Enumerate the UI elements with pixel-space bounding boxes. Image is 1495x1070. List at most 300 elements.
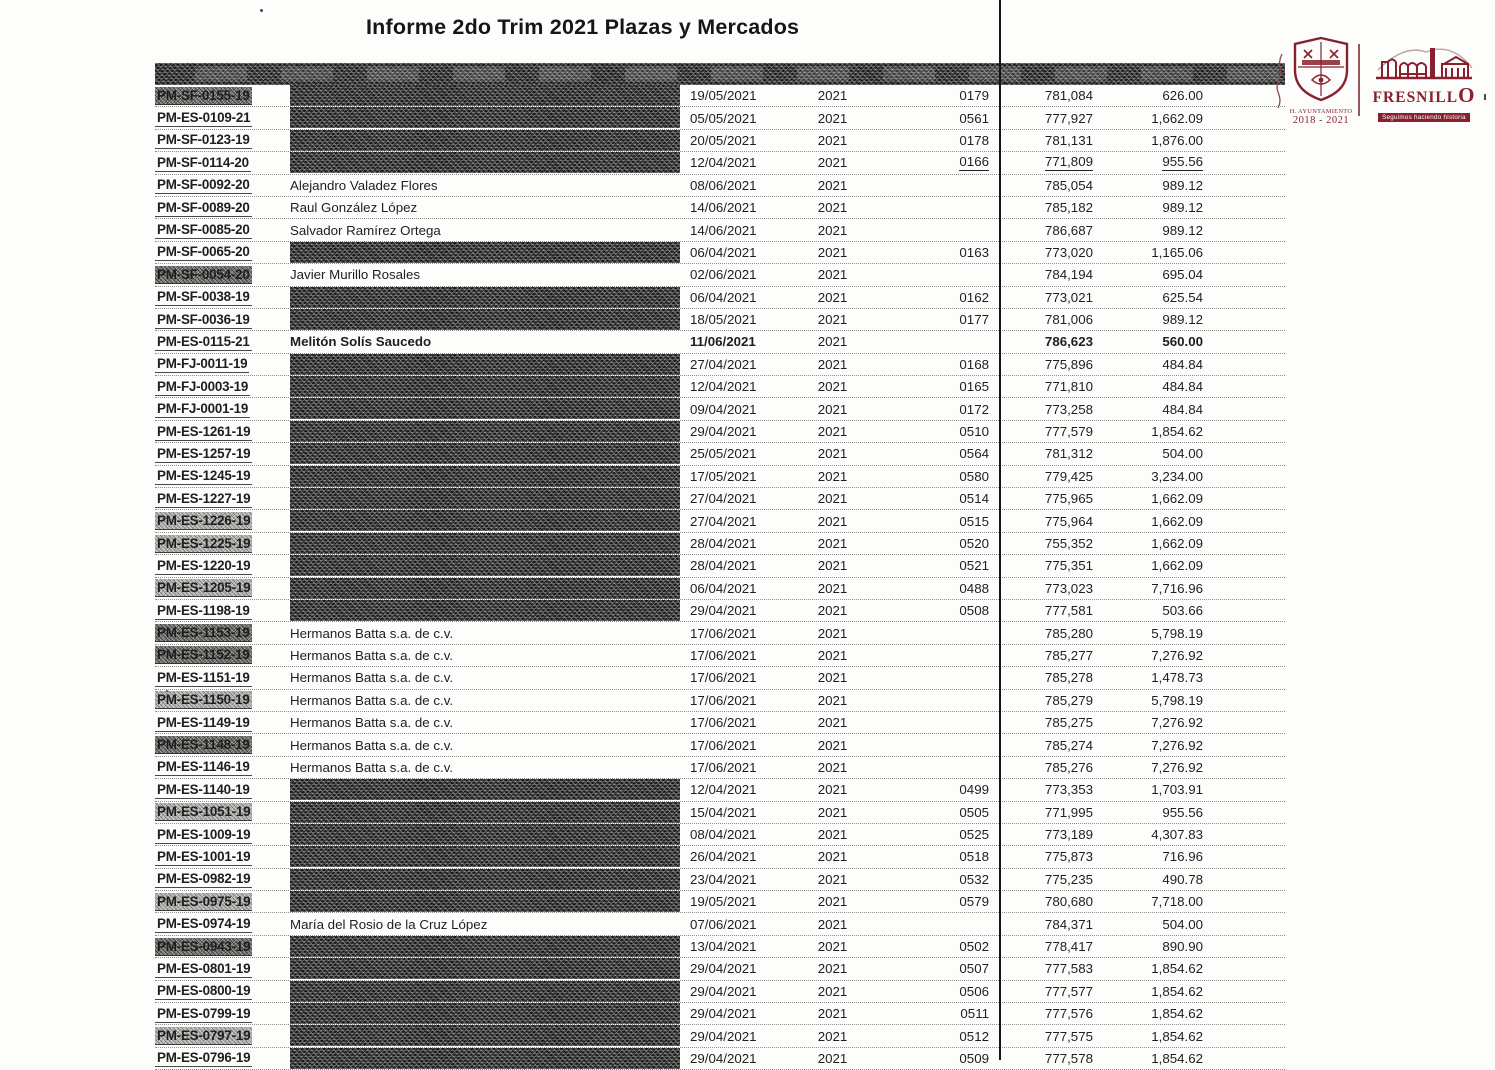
payment-date-text: 29/04/2021 [690,424,757,440]
amount-paid [1100,578,1210,599]
receipt-number-text: 785,279 [1044,692,1093,708]
year [785,622,880,643]
payment-date-text: 27/04/2021 [690,513,757,529]
amount-paid [1100,309,1210,330]
amount-paid [1100,421,1210,442]
receipt-number-text: 773,021 [1044,289,1093,305]
holder-name-text: Hermanos Batta s.a. de c.v. [290,625,454,641]
folio-number [880,779,995,800]
folio-number-text: 0514 [959,491,989,507]
license-id [155,242,290,263]
license-id-text: PM-ES-0109-21 [157,110,251,126]
year-text: 2021 [817,267,848,283]
year [785,578,880,599]
receipt-number [995,891,1100,912]
receipt-number [995,1003,1100,1024]
year-text: 2021 [817,737,848,753]
folio-number [880,578,995,599]
payment-date [690,533,785,554]
redacted-name-block [290,891,680,912]
amount-paid [1100,398,1210,419]
payment-date-text: 13/04/2021 [690,939,757,955]
amount-paid [1100,981,1210,1002]
holder-name-text: María del Rosio de la Cruz López [290,916,488,932]
folio-number-text: 0177 [959,312,989,328]
year-text: 2021 [817,334,848,350]
holder-name [290,802,690,823]
year [785,130,880,151]
payment-date-text: 20/05/2021 [690,132,757,148]
table-row [155,1003,1285,1025]
license-id [155,622,290,643]
holder-name [290,622,690,643]
folio-number-text: 0178 [959,132,989,148]
payment-date-text: 29/04/2021 [690,1050,757,1066]
year [785,824,880,845]
amount-paid [1100,287,1210,308]
payment-date-text: 05/05/2021 [690,110,757,126]
payment-date [690,555,785,576]
payment-date-text: 07/06/2021 [690,916,757,932]
amount-paid [1100,130,1210,151]
table-row [155,846,1285,868]
license-id-text: PM-SF-0114-20 [157,154,249,170]
payment-date-text: 17/06/2021 [690,670,757,686]
folio-number-text: 0509 [959,1050,989,1066]
table-row [155,757,1285,779]
vertical-rule [999,0,1001,1060]
amount-paid [1100,152,1210,173]
payment-date [690,936,785,957]
holder-name-text: Salvador Ramírez Ortega [290,222,441,238]
redacted-name-block [290,354,680,375]
table-row [155,1048,1285,1070]
payment-date [690,354,785,375]
receipt-number [995,578,1100,599]
folio-number [880,869,995,890]
redacted-name-block [290,1025,680,1046]
payment-date [690,802,785,823]
amount-paid-text: 504.00 [1162,446,1203,462]
receipt-number-text: 781,006 [1044,312,1093,328]
table-row [155,130,1285,152]
table-row [155,107,1285,129]
payment-date [690,264,785,285]
year [785,667,880,688]
year [785,936,880,957]
amount-paid-text: 7,716.96 [1151,580,1203,596]
folio-number-text: 0508 [959,603,989,619]
folio-number-text: 0511 [960,1006,989,1022]
table-row [155,242,1285,264]
receipt-number [995,287,1100,308]
payment-date [690,152,785,173]
license-id [155,219,290,240]
year [785,913,880,934]
receipt-number-text: 773,353 [1044,782,1093,798]
amount-paid-text: 1,854.62 [1151,1028,1203,1044]
payment-date [690,958,785,979]
fresnillo-building-icon [1374,40,1474,82]
license-id-text: PM-ES-1146-19 [157,759,250,775]
redacted-name-block [290,466,680,487]
fresnillo-logo [1372,40,1476,124]
payment-date-text: 29/04/2021 [690,1006,757,1022]
amount-paid [1100,757,1210,778]
payment-date [690,578,785,599]
table-row [155,398,1285,420]
license-id-text: PM-ES-1220-19 [157,557,251,573]
folio-number [880,936,995,957]
license-id [155,712,290,733]
payment-date-text: 28/04/2021 [690,558,757,574]
amount-paid [1100,555,1210,576]
payment-date-text: 27/04/2021 [690,491,757,507]
folio-number [880,645,995,666]
year-text: 2021 [817,1028,848,1044]
receipt-number [995,757,1100,778]
amount-paid-text: 716.96 [1162,849,1203,865]
receipt-number-text: 777,927 [1044,110,1093,126]
folio-number-text: 0579 [959,894,989,910]
folio-number [880,1025,995,1046]
license-id-text: PM-ES-0800-19 [157,983,251,999]
license-id [155,802,290,823]
page-title: Informe 2do Trim 2021 Plazas y Mercados [366,15,800,39]
holder-name-text: Hermanos Batta s.a. de c.v. [290,737,454,753]
payment-date [690,1025,785,1046]
receipt-number-text: 773,258 [1044,401,1093,417]
license-id [155,981,290,1002]
amount-paid [1100,85,1210,106]
license-id [155,488,290,509]
year-text: 2021 [817,939,848,955]
payment-date-text: 29/04/2021 [690,603,757,619]
receipt-number [995,376,1100,397]
table-row [155,421,1285,443]
holder-name [290,443,690,464]
receipt-number-text: 785,054 [1044,177,1093,193]
receipt-number [995,690,1100,711]
amount-paid-text: 1,854.62 [1151,983,1203,999]
holder-name [290,175,690,196]
amount-paid-text: 1,854.62 [1151,1050,1203,1066]
table-row [155,690,1285,712]
license-id-text: PM-ES-1151-19 [157,669,250,685]
table-row [155,712,1285,734]
amount-paid [1100,443,1210,464]
folio-number [880,555,995,576]
table-row [155,802,1285,824]
payment-date-text: 29/04/2021 [690,961,757,977]
license-id [155,331,290,352]
payment-date [690,981,785,1002]
year-text: 2021 [817,558,848,574]
payment-date-text: 25/05/2021 [690,446,757,462]
amount-paid-text: 626.00 [1162,88,1203,104]
year [785,981,880,1002]
table-row [155,824,1285,846]
redacted-name-block [290,107,680,128]
license-id-text: PM-ES-0801-19 [157,960,251,976]
year [785,398,880,419]
year [785,690,880,711]
receipt-number [995,130,1100,151]
license-id-text: PM-ES-1009-19 [157,826,251,842]
amount-paid [1100,533,1210,554]
folio-number [880,802,995,823]
year [785,555,880,576]
amount-paid-text: 4,307.83 [1151,827,1203,843]
amount-paid-text: 695.04 [1162,267,1203,283]
year-text: 2021 [817,177,848,193]
redacted-name-block [290,510,680,531]
payment-date-text: 17/06/2021 [690,737,757,753]
redacted-name-block [290,600,680,621]
year-text: 2021 [817,603,848,619]
amount-paid-text: 1,854.62 [1151,1006,1203,1022]
license-id-text: PM-ES-1148-19 [157,737,250,753]
redacted-name-block [290,824,680,845]
folio-number-text: 0518 [959,849,989,865]
license-id [155,891,290,912]
receipt-number [995,645,1100,666]
license-id-text: PM-SF-0085-20 [157,222,250,238]
payment-date-text: 17/06/2021 [690,647,757,663]
license-id-text: PM-ES-1227-19 [157,490,251,506]
payment-date-text: 08/04/2021 [690,827,757,843]
holder-name [290,287,690,308]
ayuntamiento-crest-logo [1288,36,1354,126]
table-row [155,354,1285,376]
folio-number [880,309,995,330]
payment-date-text: 23/04/2021 [690,871,757,887]
year-text: 2021 [817,289,848,305]
amount-paid-text: 503.66 [1162,603,1203,619]
receipt-number-text: 777,581 [1044,603,1093,619]
year-text: 2021 [817,827,848,843]
amount-paid [1100,242,1210,263]
year [785,197,880,218]
table-row [155,555,1285,577]
table-row [155,287,1285,309]
folio-number [880,466,995,487]
folio-number-text: 0166 [959,154,989,170]
receipt-number [995,510,1100,531]
folio-number [880,1048,995,1069]
redacted-name-block [290,309,680,330]
amount-paid-text: 5,798.19 [1151,692,1203,708]
payment-date [690,197,785,218]
year [785,1025,880,1046]
payment-date-text: 14/06/2021 [690,222,757,238]
payment-date [690,242,785,263]
holder-name [290,107,690,128]
redacted-name-block [290,398,680,419]
payment-date [690,913,785,934]
year-text: 2021 [817,536,848,551]
payment-date [690,1003,785,1024]
payment-date [690,175,785,196]
amount-paid [1100,1003,1210,1024]
amount-paid-text: 1,478.73 [1151,670,1203,686]
license-id [155,264,290,285]
payment-date [690,421,785,442]
payment-date-text: 06/04/2021 [690,289,757,305]
amount-paid-text: 890.90 [1162,939,1203,955]
payment-date [690,690,785,711]
amount-paid-text: 5,798.19 [1151,625,1203,641]
holder-name [290,757,690,778]
license-id-text: PM-ES-0115-21 [157,333,250,349]
folio-number [880,600,995,621]
redacted-name-block [290,555,680,576]
payment-date [690,734,785,755]
amount-paid-text: 955.56 [1162,154,1203,170]
amount-paid-text: 1,854.62 [1151,961,1203,977]
amount-paid-text: 7,276.92 [1151,715,1203,731]
payment-date [690,824,785,845]
amount-paid-text: 3,234.00 [1151,468,1203,484]
license-id [155,846,290,867]
folio-number [880,488,995,509]
redacted-name-block [290,533,680,554]
receipt-number [995,869,1100,890]
receipt-number [995,443,1100,464]
folio-number-text: 0507 [959,961,989,977]
holder-name [290,152,690,173]
receipt-number [995,533,1100,554]
table-row [155,645,1285,667]
holder-name [290,824,690,845]
folio-number-text: 0520 [959,536,989,551]
receipt-number [995,958,1100,979]
payment-date [690,510,785,531]
receipt-number [995,555,1100,576]
folio-number [880,242,995,263]
folio-number [880,287,995,308]
payment-date-text: 06/04/2021 [690,580,757,596]
receipt-number [995,331,1100,352]
redacted-name-block [290,981,680,1002]
folio-number [880,264,995,285]
amount-paid-text: 490.78 [1162,871,1203,887]
amount-paid [1100,354,1210,375]
amount-paid [1100,600,1210,621]
redacted-name-block [290,1003,680,1024]
amount-paid [1100,846,1210,867]
amount-paid-text: 989.12 [1162,222,1203,238]
receipt-number-text: 778,417 [1044,939,1093,955]
payment-date [690,600,785,621]
year-text: 2021 [817,759,848,775]
year [785,802,880,823]
license-id-text: PM-ES-0797-19 [157,1028,251,1044]
license-id [155,913,290,934]
table-row [155,264,1285,286]
amount-paid-text: 1,662.09 [1151,513,1203,529]
year [785,846,880,867]
receipt-number-text: 775,964 [1044,513,1093,529]
amount-paid [1100,1025,1210,1046]
license-id-text: PM-SF-0065-20 [157,244,250,260]
payment-date-text: 12/04/2021 [690,782,757,798]
year [785,712,880,733]
payment-date [690,85,785,106]
table-row [155,869,1285,891]
receipt-number-text: 773,020 [1044,244,1093,260]
payment-date [690,757,785,778]
receipt-number-text: 777,575 [1044,1028,1093,1044]
table-row [155,197,1285,219]
redacted-name-block [290,779,680,800]
receipt-number-text: 780,680 [1044,894,1093,910]
folio-number [880,690,995,711]
amount-paid-text: 484.84 [1162,379,1203,395]
year-text: 2021 [817,424,848,440]
license-id-text: PM-ES-0943-19 [157,938,251,954]
holder-name [290,354,690,375]
license-id [155,600,290,621]
receipt-number-text: 771,809 [1044,154,1093,170]
year-text: 2021 [817,961,848,977]
license-id [155,466,290,487]
year-text: 2021 [817,804,848,820]
receipt-number-text: 777,583 [1044,961,1093,977]
year [785,309,880,330]
license-id [155,578,290,599]
receipt-number-text: 777,578 [1044,1050,1093,1066]
amount-paid [1100,779,1210,800]
amount-paid-text: 1,662.09 [1151,491,1203,507]
redacted-name-block [290,846,680,867]
year [785,869,880,890]
holder-name [290,376,690,397]
table-row [155,600,1285,622]
folio-number [880,130,995,151]
year-text: 2021 [817,1006,848,1022]
receipt-number [995,1025,1100,1046]
year-text: 2021 [817,110,848,126]
amount-paid-text: 1,854.62 [1151,424,1203,440]
table-header-redacted [155,63,1285,85]
receipt-number [995,354,1100,375]
holder-name [290,130,690,151]
payment-date-text: 17/06/2021 [690,625,757,641]
redacted-name-block [290,578,680,599]
holder-name [290,1003,690,1024]
folio-number [880,757,995,778]
table-row [155,936,1285,958]
table-row [155,622,1285,644]
redacted-name-block [290,802,680,823]
year-text: 2021 [817,88,848,104]
amount-paid [1100,802,1210,823]
year-text: 2021 [817,1050,848,1066]
year [785,891,880,912]
license-id-text: PM-ES-1225-19 [157,535,251,551]
year [785,443,880,464]
amount-paid [1100,466,1210,487]
redacted-name-block [290,958,680,979]
amount-paid [1100,510,1210,531]
holder-name [290,85,690,106]
license-id-text: PM-ES-0975-19 [157,893,251,909]
receipt-number [995,667,1100,688]
license-id-text: PM-ES-1198-19 [157,602,250,618]
amount-paid-text: 7,718.00 [1151,894,1203,910]
year-text: 2021 [817,446,848,462]
